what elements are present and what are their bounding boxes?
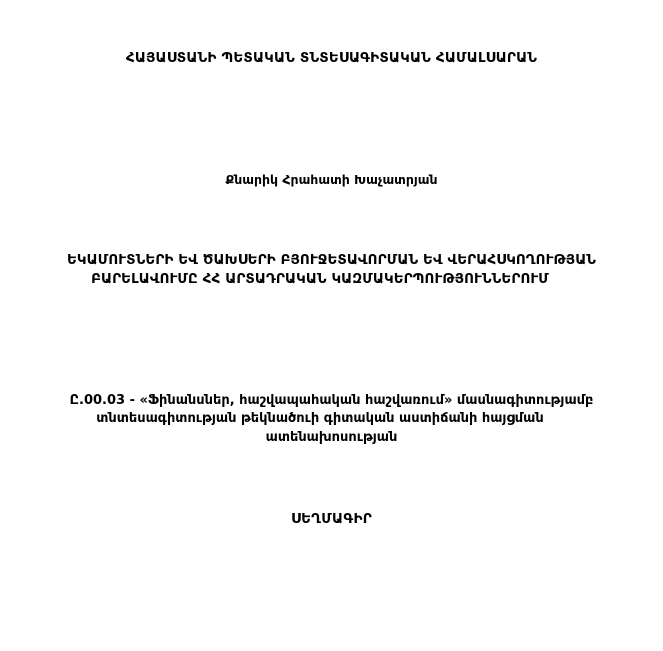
thesis-title-line-2: ԲԱՐԵԼԱՎՈՒՄԸ ՀՀ ԱՐՏԱԴՐԱԿԱՆ ԿԱԶՄԱԿԵՐՊՈՒԹՅՈՒՆՆԵՐՈՒՄ: [91, 271, 549, 287]
specialty-line-2: տնտեսագիտության թեկնածուի գիտական աստիճանի հայցման: [96, 411, 544, 426]
specialty-line-1: Ը.00.03 - «Ֆինանսներ, հաշվապահական հաշվառում» մասնագիտությամբ: [69, 393, 594, 408]
specialty-line-3: ատենախոսության: [265, 430, 398, 445]
author-name: Քնարիկ Հրահատի Խաչատրյան: [225, 172, 438, 187]
thesis-title-line-1: ԵԿԱՄՈՒՏՆԵՐԻ ԵՎ ԾԱԽՍԵՐԻ ԲՅՈՒՋԵՏԱՎՈՐՄԱՆ ԵՎ ՎԵՐԱՀՍԿՈՂՈՒԹՅԱՆ: [66, 252, 597, 268]
document-type: ՍԵՂՄԱԳԻՐ: [290, 511, 373, 527]
university-name: ՀԱՅԱՍՏԱՆԻ ՊԵՏԱԿԱՆ ՏՆՏԵՍԱԳԻՏԱԿԱՆ ՀԱՄԱԼՍԱՐԱՆ: [125, 50, 538, 66]
